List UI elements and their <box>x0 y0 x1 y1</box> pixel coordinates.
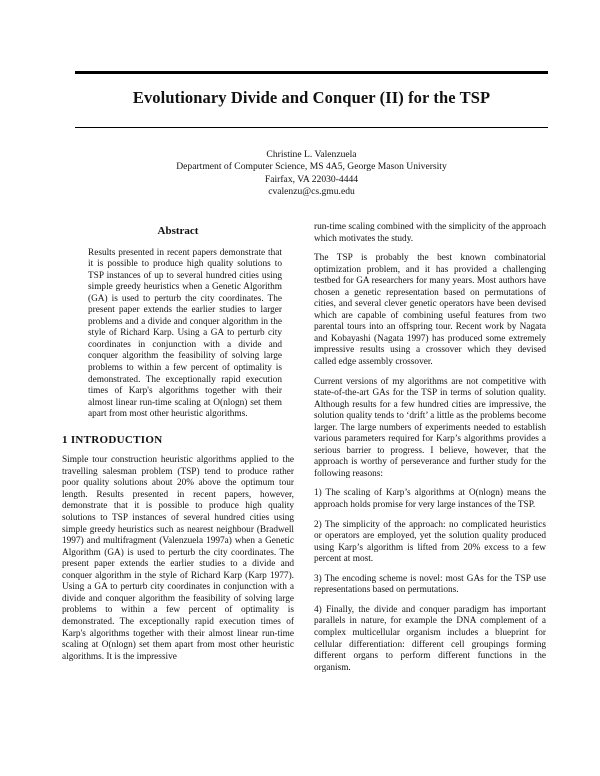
reason-4: 4) Finally, the divide and conquer paradigm has important parallels in nature, for example the DNA complement of a complex multicellular organism includes a blueprint for cellular differentiation: different cell groupings forming different organs to perform different functions in the organism. <box>314 604 546 673</box>
author-block <box>75 149 548 199</box>
author-email: cvalenzu@cs.gmu.edu <box>268 186 355 198</box>
introduction-heading: 1 INTRODUCTION <box>62 433 163 446</box>
author-name: Christine L. Valenzuela <box>266 149 357 160</box>
paragraph-tsp-background: The TSP is probably the best known combinatorial optimization problem, and it has provided a challenging testbed for GA researchers for many years. Most authors have chosen a genetic representation based on permutations of cities, and several clever genetic operators have been devised which are capable of combining useful features from two parental tours into an offspring tour. Recent work by Nagata and Kobayashi (Nagata 1997) has produced some extremely impressive results using a crossover which they devised called edge assembly crossover. <box>314 253 546 368</box>
right-column <box>314 222 546 682</box>
title-rule-bottom <box>75 127 548 128</box>
author-affiliation: Department of Computer Science, MS 4A5, George Mason University <box>176 161 447 173</box>
paragraph-current-versions: Current versions of my algorithms are not competitive with state-of-the-art GAs for the TSP in terms of solution quality. Although results for a few hundred cities are impressive, the solution quality tends to ‘drift’ a little as the problems become larger. The large numbers of experiments needed to establish various parameters required for Karp’s algorithms provides a serious barrier to progress. I believe, however, that the approach is worthy of perseverance and further study for the following reasons: <box>314 376 546 479</box>
paper-title: Evolutionary Divide and Conquer (II) for the TSP <box>132 88 491 107</box>
reason-3: 3) The encoding scheme is novel: most GAs for the TSP use representations based on permutations. <box>314 573 546 596</box>
reason-2: 2) The simplicity of the approach: no complicated heuristics or operators are employed, yet the solution quality produced using Karp’s algorithm is lifted from 20% excess to a few percent at most. <box>314 519 546 565</box>
title-rule-top <box>75 71 548 74</box>
abstract-heading: Abstract <box>157 225 199 237</box>
paragraph-continuation: run-time scaling combined with the simplicity of the approach which motivates the study. <box>314 222 546 244</box>
abstract-text: Results presented in recent papers demonstrate that it is possible to produce high quality solutions to TSP instances of up to several hundred cities using simple greedy heuristics when a Genetic Algorithm (GA) is used to perturb the city coordinates. The present paper extends the earlier studies to larger problems and a divide and conquer algorithm in the style of Richard Karp. Using a GA to perturb city coordinates in conjunction with a divide and conquer algorithm the feasibility of solving large problems to within a few percent of optimality is demonstrated. The exceptionally rapid execution times of Karp's algorithms together with their almost linear run-time scaling at O(nlogn) set them apart from most other heuristic algorithms. <box>88 247 282 420</box>
author-address: Fairfax, VA 22030-4444 <box>264 173 359 185</box>
left-column <box>62 222 294 663</box>
introduction-paragraph: Simple tour construction heuristic algorithms applied to the travelling salesman problem (TSP) tend to produce rather poor quality solutions about 20% above the optimum tour length. Results presented in recent papers, however, demonstrate that it is possible to produce high quality solutions to TSP instances of several hundred cities using simple greedy heuristics such as nearest neighbour (Bradwell 1997) and multifragment (Valenzuela 1997a) when a Genetic Algorithm (GA) is used to perturb the city coordinates. The present paper extends the earlier studies to a divide and conquer algorithm in the style of Richard Karp (Karp 1977). Using a GA to perturb city coordinates in conjunction with a divide and conquer algorithm the feasibility of solving large problems to within a few percent of optimality is demonstrated. The exceptionally rapid execution times of Karp's algorithms together with their almost linear run-time scaling at O(nlogn) set them apart from most other heuristic algorithms. It is the impressive <box>62 455 294 662</box>
reason-1: 1) The scaling of Karp’s algorithms at O(nlogn) means the approach holds promise for very large instances of the TSP. <box>314 488 546 511</box>
